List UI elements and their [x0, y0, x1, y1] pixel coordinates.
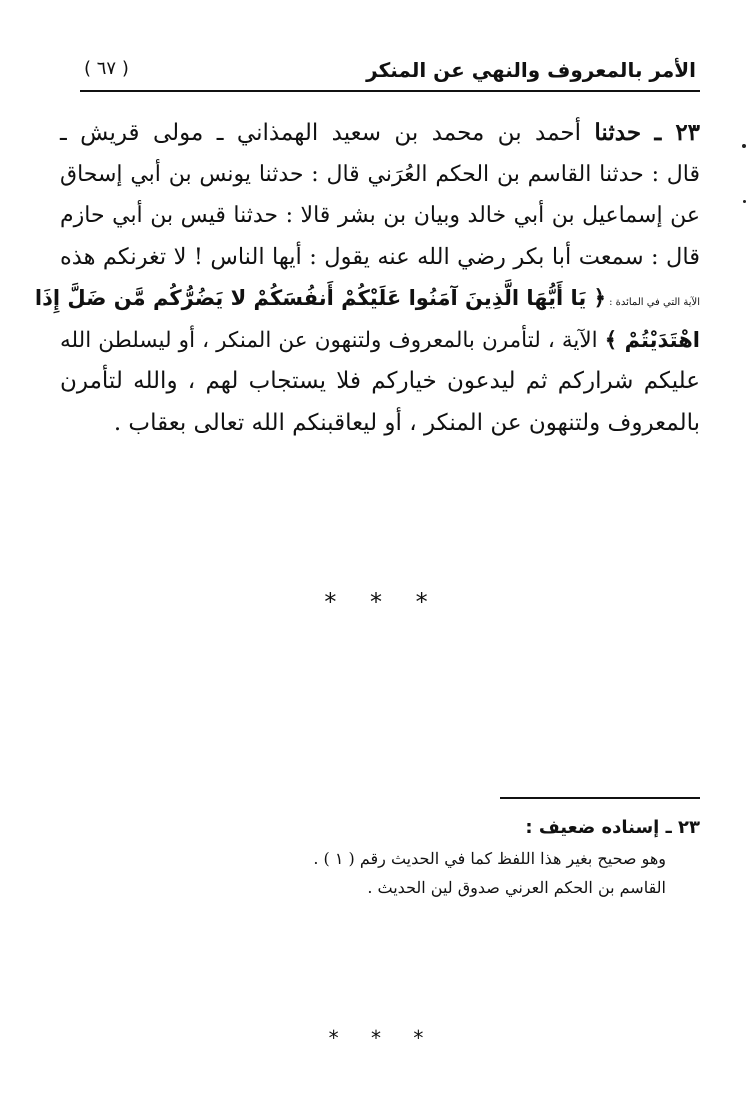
- text-segment: أحمد بن محمد بن سعيد الهمذاني ـ مولى قريش ـ: [60, 120, 581, 146]
- section-divider: * * *: [324, 588, 428, 616]
- text-line: [34, 278, 700, 320]
- footnote-heading: ٢٣ ـ إسناده ضعيف :: [525, 817, 700, 838]
- hadith-number: ٢٣ ـ: [654, 119, 701, 146]
- text-segment: الآية التي في المائدة :: [609, 297, 700, 308]
- footnote-line: القاسم بن الحكم العرني صدوق لين الحديث .: [367, 878, 666, 897]
- page-number: ( ٦٧ ): [84, 58, 129, 79]
- text-line: قال : حدثنا القاسم بن الحكم العُرَني قال : حدثنا يونس بن أبي إسحاق: [60, 161, 700, 187]
- running-header: [84, 56, 696, 92]
- margin-mark: [742, 144, 746, 148]
- text-line: بالمعروف ولتنهون عن المنكر ، أو ليعاقبنكم الله تعالى بعقاب .: [113, 409, 700, 436]
- header-rule: [80, 90, 700, 92]
- text-line: [60, 320, 700, 362]
- narration-word: حدثنا: [594, 119, 642, 146]
- margin-mark: [743, 200, 746, 203]
- footnote-rule: [500, 797, 700, 799]
- text-segment: الآية ، لتأمرن بالمعروف ولتنهون عن المنكر ، أو ليسلطن الله: [60, 327, 598, 353]
- footnote: [120, 812, 700, 902]
- quran-verse: ﴿ يَا أَيُّهَا الَّذِينَ آمَنُوا عَلَيْكُمْ أَنفُسَكُمْ لا يَضُرُّكُم مَّن ضَلَّ إِذَا: [34, 286, 606, 310]
- quran-verse: اهْتَدَيْتُمْ ﴾: [604, 327, 700, 352]
- bottom-divider: * * *: [328, 1026, 424, 1050]
- text-line: قال : سمعت أبا بكر رضي الله عنه يقول : أيها الناس ! لا تغرنكم هذه: [60, 243, 700, 270]
- header-title: الأمر بالمعروف والنهي عن المنكر: [366, 58, 696, 82]
- footnote-line: وهو صحيح بغير هذا اللفظ كما في الحديث رقم ( ١ ) .: [313, 849, 666, 868]
- text-line: [60, 112, 700, 154]
- hadith-text: [34, 112, 701, 444]
- text-line: عن إسماعيل بن أبي خالد وبيان بن بشر قالا : حدثنا قيس بن أبي حازم: [60, 203, 700, 228]
- text-line: عليكم شراركم ثم ليدعون خياركم فلا يستجاب لهم ، والله لتأمرن: [60, 368, 700, 394]
